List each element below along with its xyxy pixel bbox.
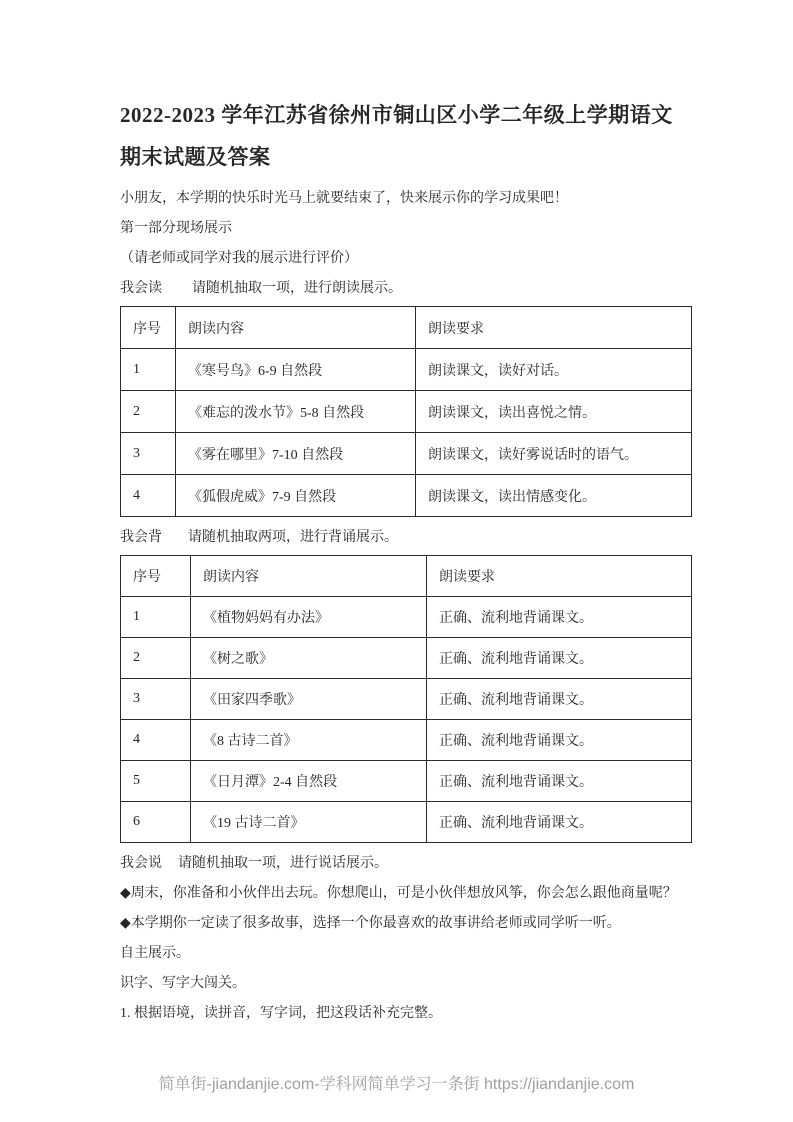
speak-section-label: 我会说 bbox=[120, 856, 162, 871]
read-section-label: 我会读 bbox=[120, 281, 162, 296]
read-section-line bbox=[120, 280, 686, 298]
table-cell-no: 3 bbox=[121, 433, 176, 475]
recite-table-header-content: 朗读内容 bbox=[191, 556, 427, 597]
table-cell-content: 《寒号鸟》6-9 自然段 bbox=[176, 349, 416, 391]
recite-section-line bbox=[120, 529, 686, 547]
table-cell-content: 《植物妈妈有办法》 bbox=[191, 597, 427, 638]
recite-table-row bbox=[121, 638, 692, 679]
recite-table bbox=[120, 555, 692, 843]
table-cell-requirement: 朗读课文，读出喜悦之情。 bbox=[416, 391, 692, 433]
table-cell-no: 1 bbox=[121, 349, 176, 391]
table-cell-content: 《8 古诗二首》 bbox=[191, 720, 427, 761]
table-cell-no: 1 bbox=[121, 597, 191, 638]
table-cell-requirement: 正确、流利地背诵课文。 bbox=[427, 679, 692, 720]
table-cell-content: 《田家四季歌》 bbox=[191, 679, 427, 720]
document-title bbox=[120, 94, 686, 178]
recite-table-row bbox=[121, 761, 692, 802]
table-cell-no: 6 bbox=[121, 802, 191, 843]
read-table-row bbox=[121, 433, 692, 475]
question-1-line: 1. 根据语境，读拼音，写字词，把这段话补充完整。 bbox=[120, 1006, 442, 1021]
table-cell-requirement: 朗读课文，读好雾说话时的语气。 bbox=[416, 433, 692, 475]
document-title-line-1: 2022-2023 学年江苏省徐州市铜山区小学二年级上学期语文 bbox=[120, 103, 673, 127]
table-cell-no: 2 bbox=[121, 391, 176, 433]
table-cell-content: 《19 古诗二首》 bbox=[191, 802, 427, 843]
table-cell-no: 4 bbox=[121, 475, 176, 517]
document-content bbox=[120, 94, 686, 1023]
table-cell-no: 4 bbox=[121, 720, 191, 761]
read-table-header-no: 序号 bbox=[121, 307, 176, 349]
table-cell-content: 《狐假虎威》7-9 自然段 bbox=[176, 475, 416, 517]
recite-table-row bbox=[121, 597, 692, 638]
read-table-row bbox=[121, 475, 692, 517]
speak-section-line bbox=[120, 855, 686, 873]
table-cell-requirement: 正确、流利地背诵课文。 bbox=[427, 597, 692, 638]
evaluation-note: （请老师或同学对我的展示进行评价） bbox=[120, 251, 358, 266]
read-table-row bbox=[121, 391, 692, 433]
table-cell-content: 《树之歌》 bbox=[191, 638, 427, 679]
table-cell-requirement: 朗读课文，读好对话。 bbox=[416, 349, 692, 391]
recite-section-instruction: 请随机抽取两项，进行背诵展示。 bbox=[188, 530, 398, 545]
table-cell-requirement: 正确、流利地背诵课文。 bbox=[427, 720, 692, 761]
table-cell-requirement: 朗读课文，读出情感变化。 bbox=[416, 475, 692, 517]
recite-table-row bbox=[121, 679, 692, 720]
speak-section-instruction: 请随机抽取一项，进行说话展示。 bbox=[178, 856, 388, 871]
table-cell-requirement: 正确、流利地背诵课文。 bbox=[427, 638, 692, 679]
document-title-line-2: 期末试题及答案 bbox=[120, 145, 271, 169]
read-section-instruction: 请随机抽取一项，进行朗读展示。 bbox=[192, 281, 402, 296]
table-cell-requirement: 正确、流利地背诵课文。 bbox=[427, 802, 692, 843]
read-table-header-row bbox=[121, 307, 692, 349]
self-show-line: 自主展示。 bbox=[120, 946, 190, 961]
read-table bbox=[120, 306, 692, 517]
recite-table-header-row bbox=[121, 556, 692, 597]
read-table-row bbox=[121, 349, 692, 391]
table-cell-content: 《难忘的泼水节》5-8 自然段 bbox=[176, 391, 416, 433]
site-footer: 简单街-jiandanjie.com-学科网简单学习一条街 https://jiandanjie.com bbox=[158, 1076, 635, 1093]
part1-heading: 第一部分现场展示 bbox=[120, 221, 232, 236]
speak-prompt-2: ◆本学期你一定读了很多故事，选择一个你最喜欢的故事讲给老师或同学听一听。 bbox=[120, 916, 621, 931]
recite-table-header-requirement: 朗读要求 bbox=[427, 556, 692, 597]
intro-paragraph: 小朋友，本学期的快乐时光马上就要结束了，快来展示你的学习成果吧！ bbox=[120, 191, 568, 206]
table-cell-no: 5 bbox=[121, 761, 191, 802]
recite-section-label: 我会背 bbox=[120, 530, 162, 545]
table-cell-content: 《日月潭》2-4 自然段 bbox=[191, 761, 427, 802]
speak-prompt-1: ◆周末，你准备和小伙伴出去玩。你想爬山，可是小伙伴想放风筝，你会怎么跟他商量呢？ bbox=[120, 886, 677, 901]
recite-table-row bbox=[121, 802, 692, 843]
table-cell-no: 2 bbox=[121, 638, 191, 679]
table-cell-requirement: 正确、流利地背诵课文。 bbox=[427, 761, 692, 802]
recite-table-row bbox=[121, 720, 692, 761]
recite-table-header-no: 序号 bbox=[121, 556, 191, 597]
literacy-heading: 识字、写字大闯关。 bbox=[120, 976, 246, 991]
table-cell-no: 3 bbox=[121, 679, 191, 720]
read-table-header-content: 朗读内容 bbox=[176, 307, 416, 349]
table-cell-content: 《雾在哪里》7-10 自然段 bbox=[176, 433, 416, 475]
read-table-header-requirement: 朗读要求 bbox=[416, 307, 692, 349]
